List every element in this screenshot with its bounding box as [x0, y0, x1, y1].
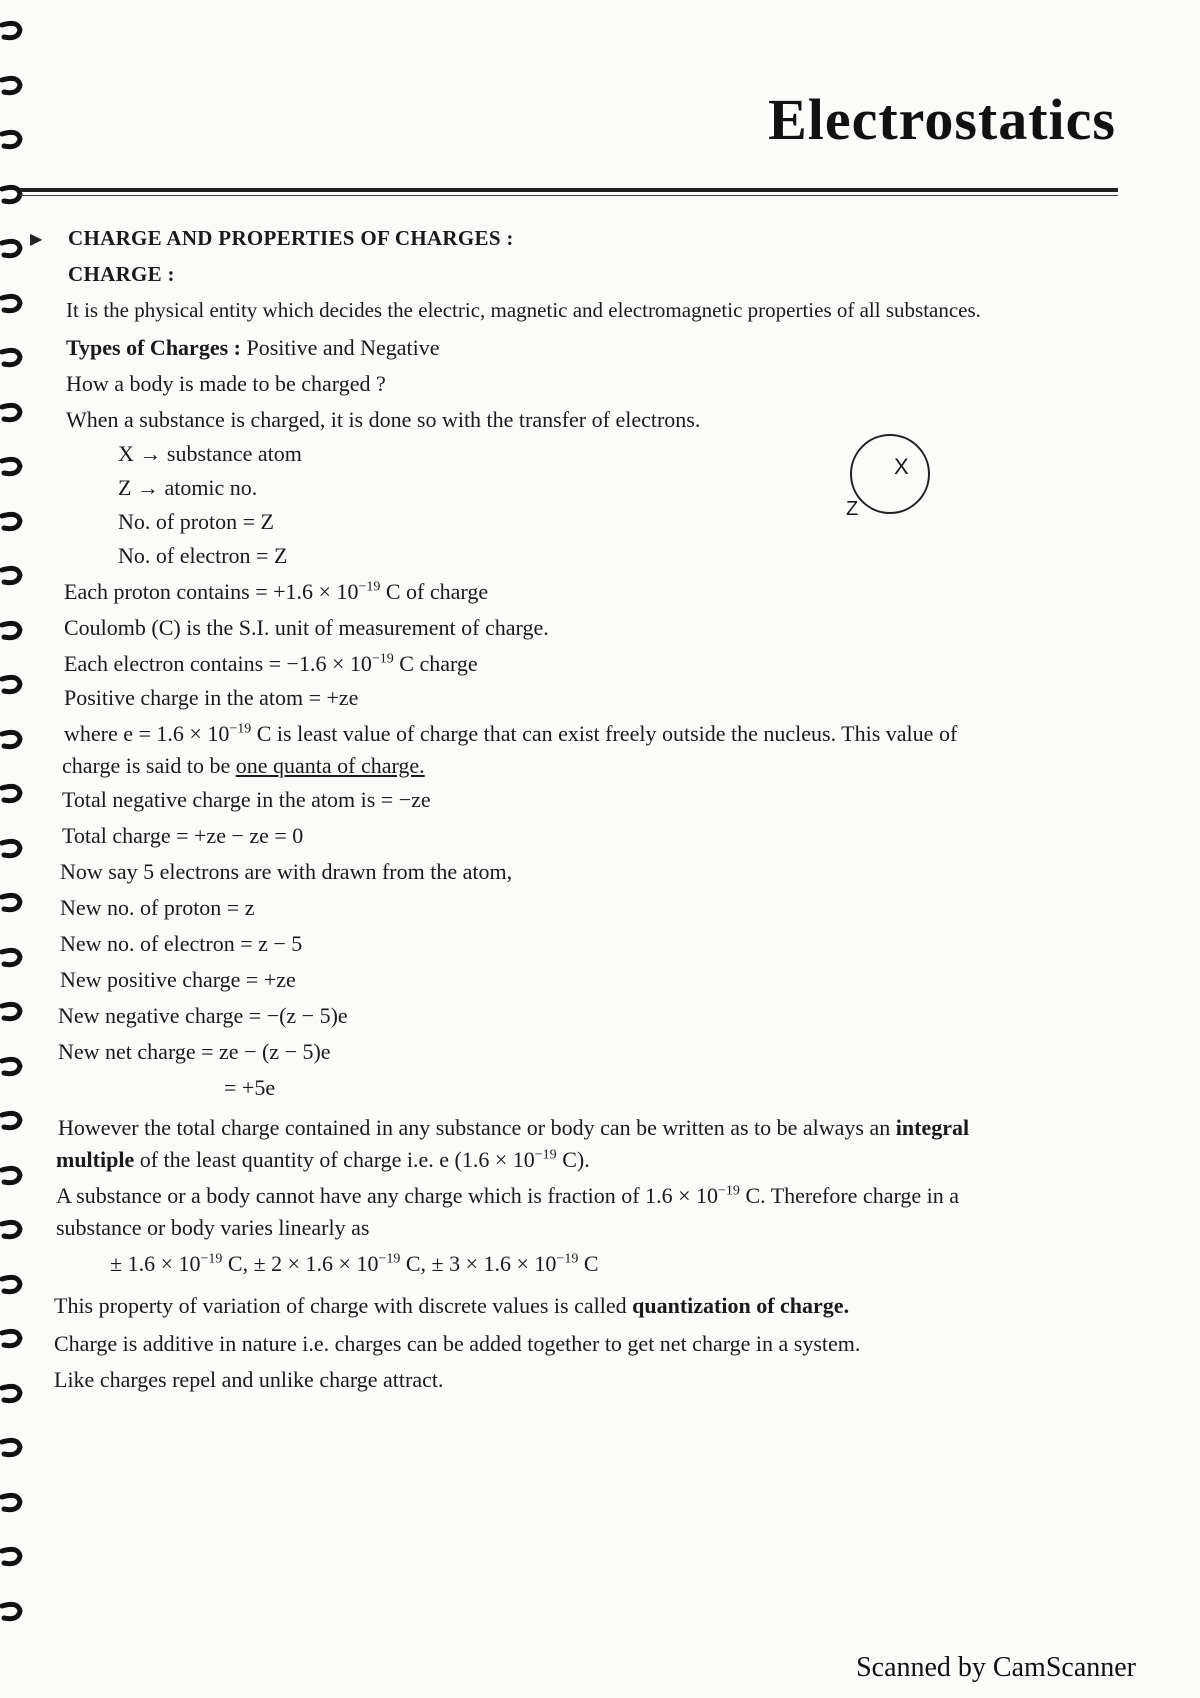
- new-proton-line: New no. of proton = z: [60, 895, 255, 920]
- atom-label: X: [894, 454, 909, 479]
- binding-ring-icon: [0, 892, 24, 914]
- binding-ring-icon: [0, 838, 24, 860]
- title-rule: [20, 188, 1118, 192]
- binding-ring-icon: [0, 1546, 24, 1568]
- however-line: However the total charge contained in any substance or body can be written as to be always an integral: [58, 1115, 970, 1140]
- how-charged-line: How a body is made to be charged ?: [66, 371, 386, 396]
- binding-ring-icon: [0, 1110, 24, 1132]
- binding-ring-icon: [0, 1601, 24, 1623]
- new-net-line: New net charge = ze − (z − 5)e: [58, 1039, 331, 1064]
- binding-ring-icon: [0, 129, 24, 151]
- binding-ring-icon: [0, 783, 24, 805]
- binding-ring-icon: [0, 1001, 24, 1023]
- binding-ring-icon: [0, 347, 24, 369]
- new-positive-line: New positive charge = +ze: [60, 967, 296, 992]
- total-charge-line: Total charge = +ze − ze = 0: [62, 823, 304, 848]
- binding-ring-icon: [0, 1219, 24, 1241]
- binding-ring-icon: [0, 1274, 24, 1296]
- binding-ring-icon: [0, 75, 24, 97]
- binding-ring-icon: [0, 674, 24, 696]
- binding-ring-icon: [0, 511, 24, 533]
- binding-ring-icon: [0, 293, 24, 315]
- binding-ring-icon: [0, 620, 24, 642]
- positive-atom-line: Positive charge in the atom = +ze: [64, 685, 359, 710]
- new-negative-line: New negative charge = −(z − 5)e: [58, 1003, 348, 1028]
- binding-ring-icon: [0, 565, 24, 587]
- binding-ring-icon: [0, 402, 24, 424]
- subheading: CHARGE :: [68, 262, 175, 286]
- binding-ring-icon: [0, 1165, 24, 1187]
- atomic-number-label: Z: [846, 498, 859, 520]
- binding-ring-icon: [0, 456, 24, 478]
- definition-line: It is the physical entity which decides the electric, magnetic and electromagnetic properties of all substances.: [66, 298, 981, 322]
- varies-line: substance or body varies linearly as: [56, 1215, 370, 1240]
- proton-count: No. of proton = Z: [118, 509, 274, 534]
- x-definition: X → substance atom: [118, 441, 302, 466]
- transfer-line: When a substance is charged, it is done so with the transfer of electrons.: [66, 407, 701, 432]
- total-negative-line: Total negative charge in the atom is = −ze: [62, 787, 431, 812]
- electron-count: No. of electron = Z: [118, 543, 288, 568]
- withdrawn-line: Now say 5 electrons are with drawn from the atom,: [60, 859, 513, 884]
- binding-ring-icon: [0, 1328, 24, 1350]
- where-e-line: where $e = 1.6 \times 10^{-19}$ C is least value of charge that can exist freely outside the nucleus. This value of: [64, 721, 958, 746]
- title-rule-thin: [20, 195, 1118, 196]
- electron-charge-line: Each electron contains = $-1.6 \times 10^{-19}$ C charge: [64, 651, 478, 676]
- proton-charge-line: Each proton contains = $+1.6 \times 10^{-19}$ C of charge: [64, 579, 489, 604]
- charge-series-line: ± $1.6 \times 10^{-19}$ C, ± $2 \times 1.6 \times 10^{-19}$ C, ± $3 \times 1.6 \times 10^{-19}$ C: [110, 1251, 599, 1276]
- atom-circle: [850, 434, 930, 514]
- fraction-line: A substance or a body cannot have any charge which is fraction of $1.6 \times 10^{-19}$ C. Therefore charge in a: [56, 1183, 960, 1208]
- binding-ring-icon: [0, 1383, 24, 1405]
- quantization-line: This property of variation of charge with discrete values is called quantization of charge.: [54, 1293, 850, 1318]
- binding-ring-icon: [0, 20, 24, 42]
- quanta-line: charge is said to be one quanta of charge.: [62, 753, 425, 778]
- binding-ring-icon: [0, 729, 24, 751]
- binding-ring-icon: [0, 1492, 24, 1514]
- binding-ring-icon: [0, 1437, 24, 1459]
- section-heading: CHARGE AND PROPERTIES OF CHARGES :: [68, 226, 514, 250]
- multiple-line: multiple of the least quantity of charge i.e. e ($1.6 \times 10^{-19}$ C).: [56, 1147, 590, 1172]
- new-net-result: = +5e: [224, 1075, 276, 1100]
- spiral-binding: [0, 0, 43, 1698]
- new-electron-line: New no. of electron = z − 5: [60, 931, 303, 956]
- scanner-watermark: Scanned by CamScanner: [856, 1652, 1136, 1683]
- binding-ring-icon: [0, 1056, 24, 1078]
- like-charges-line: Like charges repel and unlike charge attract.: [54, 1367, 444, 1392]
- z-definition: Z → atomic no.: [118, 475, 258, 500]
- binding-ring-icon: [0, 238, 24, 260]
- coulomb-line: Coulomb (C) is the S.I. unit of measurement of charge.: [64, 615, 549, 640]
- types-line: Types of Charges : Positive and Negative: [66, 335, 440, 360]
- binding-ring-icon: [0, 947, 24, 969]
- additive-line: Charge is additive in nature i.e. charges can be added together to get net charge in a system.: [54, 1331, 861, 1356]
- arrow-bullet-icon: ▶: [30, 231, 43, 248]
- page-title: Electrostatics: [768, 87, 1116, 152]
